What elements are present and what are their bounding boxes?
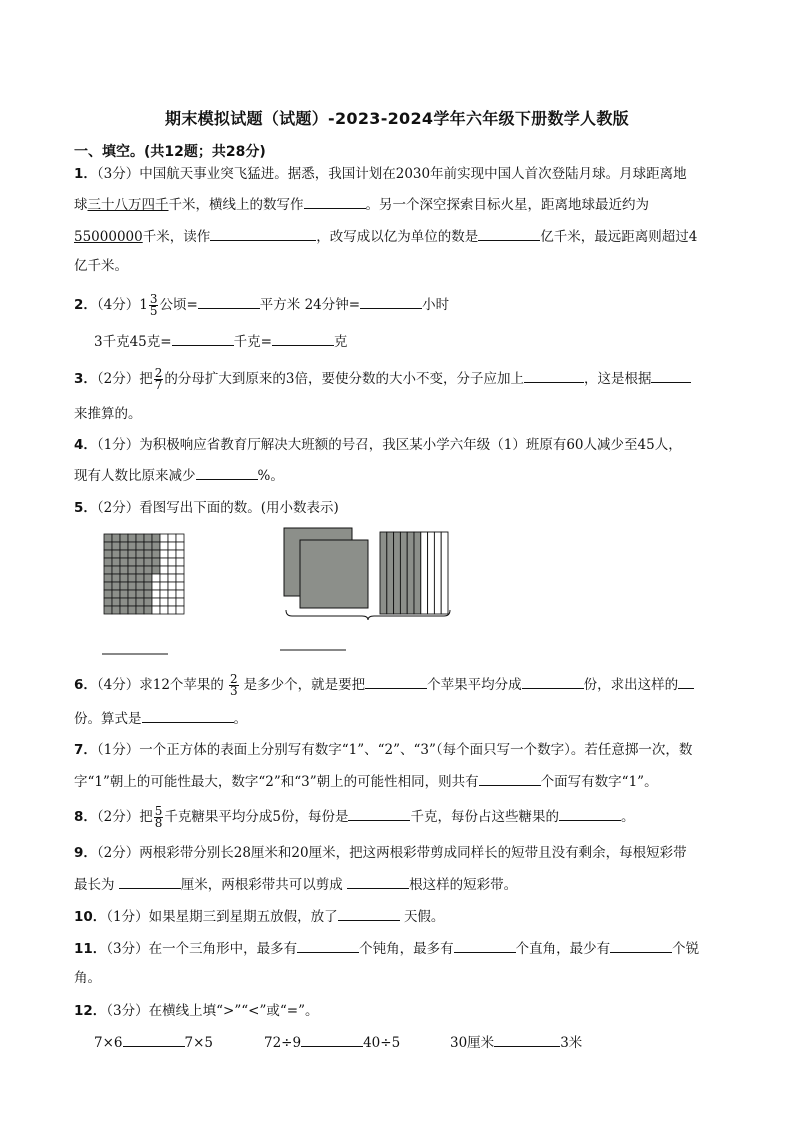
full-square-front bbox=[300, 540, 368, 608]
q11-text: 个钝角，最多有 bbox=[359, 941, 454, 957]
question-score: （3分） bbox=[106, 941, 149, 957]
grid-cell bbox=[160, 550, 168, 558]
grid-cell bbox=[104, 558, 112, 566]
q2-text: 小时 bbox=[422, 297, 450, 313]
q8-text: 千克糖果平均分成5份，每份是 bbox=[164, 809, 349, 825]
q1-text: 球 bbox=[74, 197, 88, 213]
grid-cell bbox=[152, 558, 160, 566]
q8-text: 。 bbox=[620, 809, 635, 825]
q8-text: 千克，每份占这些糖果的 bbox=[410, 809, 559, 825]
q3-line-2 bbox=[74, 404, 142, 424]
grid-cell bbox=[160, 598, 168, 606]
grid-cell bbox=[176, 534, 184, 542]
grid-cell bbox=[160, 542, 168, 550]
q2-line-1 bbox=[74, 294, 449, 317]
grid-cell bbox=[136, 590, 144, 598]
q1-line-3 bbox=[74, 226, 697, 247]
grid-cell bbox=[104, 582, 112, 590]
decimal-squares-figure bbox=[278, 524, 456, 657]
fraction bbox=[229, 674, 239, 697]
answer-blank[interactable] bbox=[559, 806, 621, 821]
grid-cell bbox=[168, 550, 176, 558]
q8-text: 把 bbox=[139, 809, 153, 825]
grid-cell bbox=[136, 598, 144, 606]
grid-cell bbox=[104, 590, 112, 598]
grid-cell bbox=[120, 566, 128, 574]
fraction-numerator: 2 bbox=[229, 672, 238, 686]
grid-cell bbox=[136, 566, 144, 574]
grid-cell bbox=[144, 566, 152, 574]
grid-cell bbox=[176, 598, 184, 606]
question-score: （4分） bbox=[96, 297, 140, 313]
question-score: （1分） bbox=[96, 742, 140, 758]
hundred-grid-figure bbox=[100, 532, 190, 657]
question-score: （3分） bbox=[106, 1003, 149, 1019]
tenths-square bbox=[380, 532, 448, 614]
tenth-strip bbox=[421, 532, 428, 614]
grid-cell bbox=[152, 574, 160, 582]
q6-text: 份。算式是 bbox=[74, 711, 142, 727]
fraction-numerator: 5 bbox=[154, 804, 163, 818]
grid-cell bbox=[104, 550, 112, 558]
grid-cell bbox=[152, 598, 160, 606]
grid-cell bbox=[112, 566, 120, 574]
hundred-grid bbox=[104, 534, 184, 614]
grid-cell bbox=[176, 558, 184, 566]
fraction bbox=[154, 806, 164, 829]
question-score: （2分） bbox=[96, 371, 140, 387]
q11-line-1 bbox=[74, 938, 699, 959]
section-heading: 一、填空。(共12题；共28分) bbox=[74, 144, 266, 160]
answer-blank[interactable] bbox=[478, 226, 540, 241]
grid-cell bbox=[144, 542, 152, 550]
grid-cell bbox=[144, 550, 152, 558]
q9-line-1 bbox=[74, 843, 687, 863]
grid-cell bbox=[128, 550, 136, 558]
grid-cell bbox=[160, 582, 168, 590]
grid-cell bbox=[168, 590, 176, 598]
q4-text: 为积极响应省教育厅解决大班额的号召，我区某小学六年级（1）班原有60人减少至45人， bbox=[139, 437, 682, 453]
question-number: 4． bbox=[74, 437, 97, 453]
question-number: 11． bbox=[74, 941, 107, 957]
question-score: （4分） bbox=[96, 677, 140, 693]
q1-line-2 bbox=[74, 194, 649, 215]
grid-cell bbox=[112, 534, 120, 542]
grid-cell bbox=[152, 534, 160, 542]
answer-blank[interactable] bbox=[348, 806, 410, 821]
grid-cell bbox=[152, 542, 160, 550]
question-number: 3． bbox=[74, 371, 97, 387]
question-score: （1分） bbox=[106, 909, 149, 925]
grid-cell bbox=[136, 542, 144, 550]
q4-line-1 bbox=[74, 435, 682, 455]
q1-line-4 bbox=[74, 256, 128, 276]
grid-cell bbox=[112, 590, 120, 598]
q6-line-2 bbox=[74, 708, 247, 729]
q1-text: 亿千米，最远距离则超过4 bbox=[540, 229, 698, 245]
grid-cell bbox=[112, 598, 120, 606]
grid-cell bbox=[120, 574, 128, 582]
q8-line-1 bbox=[74, 806, 634, 829]
q7-text: 个面写有数字“1”。 bbox=[540, 774, 658, 790]
q5-line-1 bbox=[74, 498, 339, 518]
question-score: （2分） bbox=[96, 500, 140, 516]
answer-blank[interactable] bbox=[651, 368, 691, 383]
grid-cell bbox=[152, 550, 160, 558]
q6-text: 份，求出这样的 bbox=[583, 677, 679, 693]
answer-blank[interactable] bbox=[494, 1032, 560, 1047]
page-title: 期末模拟试题（试题）-2023-2024学年六年级下册数学人教版 bbox=[165, 109, 629, 128]
grid-cell bbox=[128, 558, 136, 566]
grid-cell bbox=[104, 542, 112, 550]
q1-underlined-number: 55000000 bbox=[74, 229, 143, 245]
answer-blank[interactable] bbox=[347, 874, 409, 889]
grid-cell bbox=[128, 574, 136, 582]
q9-text: 两根彩带分别长28厘米和20厘米，把这两根彩带剪成同样长的短带且没有剩余，每根短彩带 bbox=[139, 845, 687, 861]
q6-line-1 bbox=[74, 674, 694, 697]
grid-cell bbox=[128, 534, 136, 542]
grid-cell bbox=[176, 566, 184, 574]
grid-cell bbox=[168, 534, 176, 542]
fraction-numerator: 2 bbox=[154, 366, 163, 380]
grid-cell bbox=[104, 598, 112, 606]
grid-cell bbox=[120, 598, 128, 606]
q9-text: 厘米，两根彩带共可以剪成 bbox=[180, 877, 343, 893]
grid-cell bbox=[136, 574, 144, 582]
mixed-number-whole: 1 bbox=[139, 297, 148, 313]
grid-cell bbox=[128, 542, 136, 550]
q11-text: 个锐 bbox=[672, 941, 700, 957]
answer-blank[interactable] bbox=[678, 674, 694, 689]
question-number: 1． bbox=[74, 166, 97, 182]
grid-cell bbox=[112, 558, 120, 566]
grid-cell bbox=[104, 574, 112, 582]
grid-cell bbox=[120, 558, 128, 566]
q7-text: 一个正方体的表面上分别写有数字“1”、“2”、“3”（每个面只写一个数字）。若任意掷一次，数 bbox=[139, 742, 693, 758]
grid-cell bbox=[136, 606, 144, 614]
grid-cell bbox=[152, 582, 160, 590]
answer-blank[interactable] bbox=[196, 465, 258, 480]
q4-text: %。 bbox=[257, 468, 284, 484]
q7-line-2 bbox=[74, 771, 658, 792]
q4-line-2 bbox=[74, 465, 284, 486]
q7-line-1 bbox=[74, 740, 692, 760]
q3-text: ，这是根据 bbox=[583, 371, 652, 387]
question-number: 10． bbox=[74, 909, 107, 925]
grid-cell bbox=[136, 558, 144, 566]
q11-text: 个直角，最少有 bbox=[515, 941, 611, 957]
q9-text: 最长为 bbox=[74, 877, 115, 893]
question-score: （1分） bbox=[96, 437, 140, 453]
q3-text: 来推算的。 bbox=[74, 406, 142, 422]
answer-blank[interactable] bbox=[454, 938, 516, 953]
grid-cell bbox=[120, 542, 128, 550]
question-score: （2分） bbox=[96, 845, 140, 861]
q9-text: 根这样的短彩带。 bbox=[409, 877, 518, 893]
answer-blank[interactable] bbox=[198, 294, 260, 309]
grid-cell bbox=[144, 598, 152, 606]
q4-text: 现有人数比原来减少 bbox=[74, 468, 196, 484]
grid-cell bbox=[160, 606, 168, 614]
tenth-strip bbox=[441, 532, 448, 614]
q6-text: 个苹果平均分成 bbox=[427, 677, 522, 693]
tenth-strip bbox=[387, 532, 394, 614]
fraction-denominator: 5 bbox=[149, 304, 158, 318]
answer-blank[interactable] bbox=[210, 226, 316, 241]
q6-text: 。 bbox=[233, 711, 247, 727]
question-number: 9． bbox=[74, 845, 97, 861]
question-score: （3分） bbox=[96, 166, 140, 182]
q1-line-1 bbox=[74, 164, 687, 184]
grid-cell bbox=[136, 582, 144, 590]
q1-text: ，改写成以亿为单位的数是 bbox=[316, 229, 479, 245]
answer-blank[interactable] bbox=[360, 294, 422, 309]
grid-cell bbox=[160, 534, 168, 542]
grid-cell bbox=[168, 542, 176, 550]
q11-text: 在一个三角形中，最多有 bbox=[148, 941, 298, 957]
q2-text: 克 bbox=[333, 334, 348, 350]
answer-blank[interactable] bbox=[304, 194, 366, 209]
answer-blank[interactable] bbox=[142, 708, 234, 723]
grid-cell bbox=[160, 558, 168, 566]
grid-cell bbox=[120, 590, 128, 598]
tenth-strip bbox=[414, 532, 421, 614]
grid-cell bbox=[160, 566, 168, 574]
answer-blank[interactable] bbox=[119, 874, 181, 889]
q11-text: 角。 bbox=[74, 970, 101, 986]
answer-blank[interactable] bbox=[522, 674, 584, 689]
q1-text: 。另一个深空探索目标火星，距离地球最近约为 bbox=[365, 197, 649, 213]
grid-cell bbox=[120, 606, 128, 614]
tenth-strip bbox=[394, 532, 401, 614]
q10-text: 如果星期三到星期五放假，放了 bbox=[148, 909, 338, 925]
grid-cell bbox=[152, 590, 160, 598]
answer-blank[interactable] bbox=[301, 1032, 363, 1047]
grid-cell bbox=[112, 550, 120, 558]
q2-text: 3千克45克= bbox=[94, 334, 172, 350]
fraction-denominator: 8 bbox=[154, 816, 163, 830]
tenth-strip bbox=[428, 532, 435, 614]
expression-left: 7×6 bbox=[94, 1035, 123, 1051]
question-number: 7． bbox=[74, 742, 97, 758]
expression-right: 40÷5 bbox=[363, 1035, 401, 1051]
grid-cell bbox=[168, 598, 176, 606]
grid-cell bbox=[104, 534, 112, 542]
question-number: 2． bbox=[74, 297, 97, 313]
question-number: 5． bbox=[74, 500, 97, 516]
tenth-strip bbox=[434, 532, 441, 614]
fraction-denominator: 7 bbox=[154, 378, 163, 392]
q1-text: 亿千米。 bbox=[74, 258, 128, 274]
grid-cell bbox=[128, 590, 136, 598]
answer-blank[interactable] bbox=[172, 331, 234, 346]
q3-text: 的分母扩大到原来的3倍，要使分数的大小不变，分子应加上 bbox=[164, 371, 524, 387]
answer-blank[interactable] bbox=[365, 674, 427, 689]
grid-cell bbox=[160, 574, 168, 582]
grid-cell bbox=[168, 574, 176, 582]
grid-cell bbox=[168, 582, 176, 590]
tenth-strip bbox=[380, 532, 387, 614]
grid-cell bbox=[176, 582, 184, 590]
grid-cell bbox=[144, 590, 152, 598]
answer-blank[interactable] bbox=[479, 771, 541, 786]
answer-blank[interactable] bbox=[610, 938, 672, 953]
answer-blank[interactable] bbox=[524, 368, 584, 383]
grid-cell bbox=[152, 566, 160, 574]
grid-cell bbox=[112, 542, 120, 550]
expression-left: 72÷9 bbox=[264, 1035, 302, 1051]
grid-cell bbox=[120, 534, 128, 542]
grid-cell bbox=[168, 566, 176, 574]
q12-expression-1 bbox=[94, 1032, 213, 1053]
question-score: （2分） bbox=[96, 809, 140, 825]
q3-text: 把 bbox=[139, 371, 153, 387]
answer-blank[interactable] bbox=[123, 1032, 185, 1047]
grid-cell bbox=[120, 582, 128, 590]
expression-left: 30厘米 bbox=[450, 1035, 495, 1051]
grid-cell bbox=[136, 550, 144, 558]
grid-cell bbox=[128, 582, 136, 590]
grid-cell bbox=[128, 598, 136, 606]
grid-cell bbox=[176, 574, 184, 582]
grid-cell bbox=[112, 574, 120, 582]
grid-cell bbox=[160, 590, 168, 598]
grid-cell bbox=[168, 558, 176, 566]
question-number: 12． bbox=[74, 1003, 107, 1019]
question-number: 6． bbox=[74, 677, 97, 693]
q12-text: 在横线上填“>”“<”或“=”。 bbox=[148, 1003, 319, 1019]
answer-blank[interactable] bbox=[338, 906, 400, 921]
grid-cell bbox=[176, 550, 184, 558]
q5-text: 看图写出下面的数。(用小数表示) bbox=[139, 500, 339, 516]
grid-cell bbox=[144, 606, 152, 614]
expression-right: 3米 bbox=[560, 1035, 583, 1051]
grid-cell bbox=[104, 606, 112, 614]
tenth-strip bbox=[400, 532, 407, 614]
expression-right: 7×5 bbox=[184, 1035, 213, 1051]
q11-line-2 bbox=[74, 968, 101, 988]
answer-blank[interactable] bbox=[297, 938, 359, 953]
q10-text: 天假。 bbox=[403, 909, 445, 925]
q10-line-1 bbox=[74, 906, 444, 927]
q2-text: 公顷= bbox=[159, 297, 198, 313]
q1-underlined-number: 三十八万四千 bbox=[87, 197, 169, 213]
tenth-strip bbox=[407, 532, 414, 614]
answer-blank[interactable] bbox=[272, 331, 334, 346]
grid-cell bbox=[168, 606, 176, 614]
grid-cell bbox=[152, 606, 160, 614]
grid-cell bbox=[112, 606, 120, 614]
fraction-numerator: 3 bbox=[149, 292, 158, 306]
q1-text: 中国航天事业突飞猛进。据悉，我国计划在2030年前实现中国人首次登陆月球。月球距离地 bbox=[139, 166, 687, 182]
q2-text: 平方米 24分钟= bbox=[259, 297, 361, 313]
q12-expression-3 bbox=[450, 1032, 582, 1053]
grid-cell bbox=[144, 574, 152, 582]
grid-cell bbox=[128, 566, 136, 574]
q6-text: 求12个苹果的 bbox=[139, 677, 224, 693]
grid-cell bbox=[176, 542, 184, 550]
grid-cell bbox=[176, 590, 184, 598]
q1-text: 千米，横线上的数写作 bbox=[168, 197, 304, 213]
fraction bbox=[149, 294, 159, 317]
q3-line-1 bbox=[74, 368, 691, 391]
q9-line-2 bbox=[74, 874, 517, 895]
q12-expression-2 bbox=[264, 1032, 400, 1053]
grid-cell bbox=[128, 606, 136, 614]
grid-cell bbox=[120, 550, 128, 558]
fraction bbox=[154, 368, 164, 391]
q12-line-1 bbox=[74, 1001, 319, 1021]
question-number: 8． bbox=[74, 809, 97, 825]
q2-text: 千克= bbox=[233, 334, 272, 350]
grid-cell bbox=[104, 566, 112, 574]
grid-cell bbox=[176, 606, 184, 614]
grid-cell bbox=[144, 558, 152, 566]
q7-text: 字“1”朝上的可能性最大，数字“2”和“3”朝上的可能性相同，则共有 bbox=[74, 774, 479, 790]
fraction-denominator: 3 bbox=[229, 684, 238, 698]
grid-cell bbox=[144, 534, 152, 542]
q1-text: 千米，读作 bbox=[142, 229, 211, 245]
grid-cell bbox=[136, 534, 144, 542]
q2-line-2 bbox=[94, 331, 347, 352]
q6-text: 是多少个，就是要把 bbox=[243, 677, 366, 693]
grid-cell bbox=[144, 582, 152, 590]
grid-cell bbox=[112, 582, 120, 590]
